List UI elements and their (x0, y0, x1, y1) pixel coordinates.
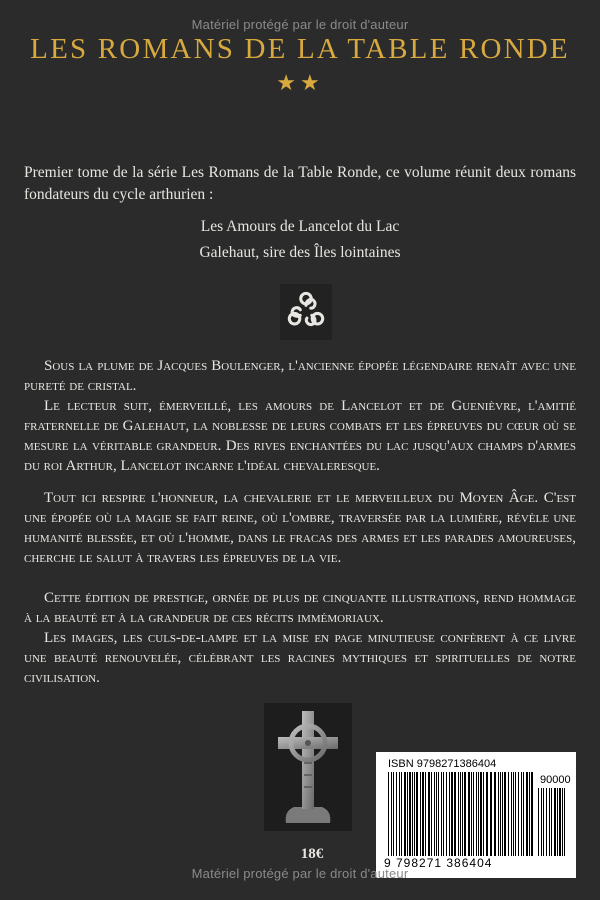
description-paragraph-3 (24, 588, 576, 688)
addon-code: 90000 (540, 774, 571, 786)
paragraph-line: Tout ici respire l'honneur, la chevalerie et le merveilleux du Moyen Âge. C'est une épopée où la magie se fait reine, où l'ombre, traversée par la lumière, révèle une humanité blessée, et où l'homme, dans le fracas des armes et les parades amoureuses, cherche le salut à travers les épreuves de la vie. (24, 490, 576, 566)
barcode-digits: 9 798271 386404 (384, 856, 493, 870)
work-title-2: Galehaut, sire des Îles lointaines (199, 244, 401, 261)
book-series-title: LES ROMANS DE LA TABLE RONDE (30, 33, 570, 65)
intro-text: Premier tome de la série Les Romans de la Table Ronde, ce volume réunit deux romans fondateurs du cycle arthurien : (24, 164, 576, 203)
copyright-watermark-bottom: Matériel protégé par le droit d'auteur (191, 866, 409, 881)
celtic-cross-icon (264, 703, 352, 831)
isbn-label: ISBN 9798271386404 (388, 758, 497, 770)
paragraph-line: Cette édition de prestige, ornée de plus de cinquante illustrations, rend hommage à la beauté et à la grandeur de ces récits immémoriaux. (24, 590, 576, 626)
volume-stars: ★★ (276, 70, 324, 95)
isbn-barcode (376, 752, 576, 878)
paragraph-line: Sous la plume de Jacques Boulenger, l'ancienne épopée légendaire renaît avec une pureté de cristal. (24, 358, 576, 394)
price-label: 18€ (300, 846, 324, 862)
description-paragraph-1 (24, 356, 576, 476)
paragraph-line: Le lecteur suit, émerveillé, les amours de Lancelot et de Guenièvre, l'amitié fraternelle de Galehaut, la noblesse de leurs combats et les épreuves du cœur où se mesure la véritable grandeur. Des rives enchantées du lac jusqu'aux champs d'armes du roi Arthur, Lancelot incarne l'idéal chevaleresque. (24, 398, 576, 474)
description-paragraph-2 (24, 488, 576, 568)
work-title-1: Les Amours de Lancelot du Lac (200, 218, 400, 235)
triskele-icon (280, 284, 332, 340)
paragraph-line: Les images, les culs-de-lampe et la mise en page minutieuse confèrent à ce livre une beauté renouvelée, célébrant les racines mythiques et spirituelles de notre civilisation. (24, 630, 576, 686)
copyright-watermark-top: Matériel protégé par le droit d'auteur (191, 17, 409, 32)
addon-bars-icon (536, 788, 568, 856)
barcode-bars-icon (386, 772, 534, 856)
